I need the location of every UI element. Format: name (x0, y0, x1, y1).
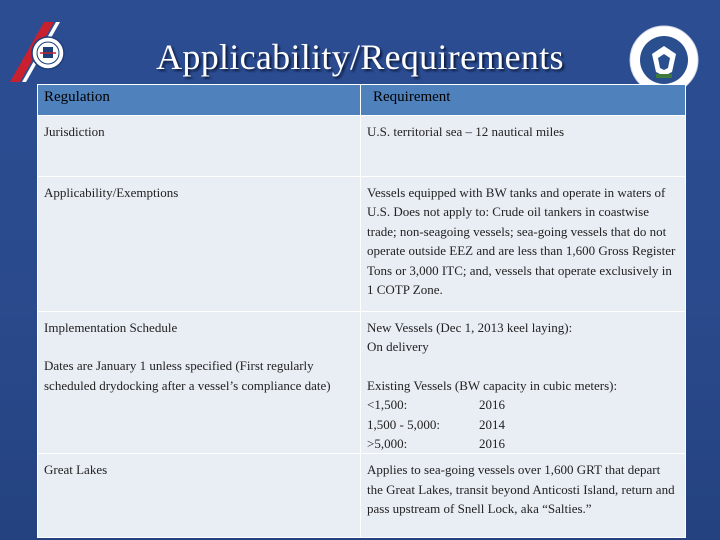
capacity-year: 2016 (479, 397, 505, 413)
capacity-year: 2016 (479, 436, 505, 452)
table-row-jurisdiction (38, 116, 686, 177)
regulation-column-header: Regulation (38, 85, 361, 116)
capacity-label: <1,500: (367, 397, 408, 413)
table-header-row (38, 85, 686, 116)
table-row-great-lakes (38, 454, 686, 538)
applicability-label: Applicability/Exemptions (38, 177, 361, 312)
capacity-label: 1,500 - 5,000: (367, 416, 440, 432)
existing-vessels-list (367, 395, 679, 453)
requirements-table (37, 84, 686, 538)
schedule-note: Dates are January 1 unless specified (First regularly scheduled drydocking after a vessel’s compliance date) (44, 358, 331, 393)
great-lakes-label: Great Lakes (38, 454, 361, 538)
new-vessels-line1: New Vessels (Dec 1, 2013 keel laying): (367, 320, 573, 335)
table-row-schedule (38, 312, 686, 454)
jurisdiction-requirement: U.S. territorial sea – 12 nautical miles (361, 116, 686, 177)
schedule-cell (38, 312, 361, 454)
capacity-year: 2014 (479, 416, 505, 432)
new-vessels-line2: On delivery (367, 339, 429, 355)
existing-vessels-heading: Existing Vessels (BW capacity in cubic meters): (367, 377, 618, 393)
capacity-label: >5,000: (367, 436, 408, 452)
great-lakes-requirement: Applies to sea-going vessels over 1,600 GRT that depart the Great Lakes, transit beyond Anticosti Island, return and pass upstream of Snell Lock, aka “Salties.” (361, 454, 686, 538)
page-title: Applicability/Requirements (156, 37, 564, 77)
schedule-requirement (361, 312, 686, 454)
requirement-column-header: Requirement (361, 85, 686, 116)
table-row-applicability (38, 177, 686, 312)
applicability-requirement: Vessels equipped with BW tanks and operate in waters of U.S. Does not apply to: Crude oil tankers in coastwise trade; non-seagoing vessels; sea-going vessels that do not operate outside EEZ and are less than 1,600 Gross Register Tons or 3,000 ITC; and, vessels that operate exclusively in 1 COTP Zone. (361, 177, 686, 312)
jurisdiction-label: Jurisdiction (38, 116, 361, 177)
schedule-label: Implementation Schedule (44, 320, 178, 335)
